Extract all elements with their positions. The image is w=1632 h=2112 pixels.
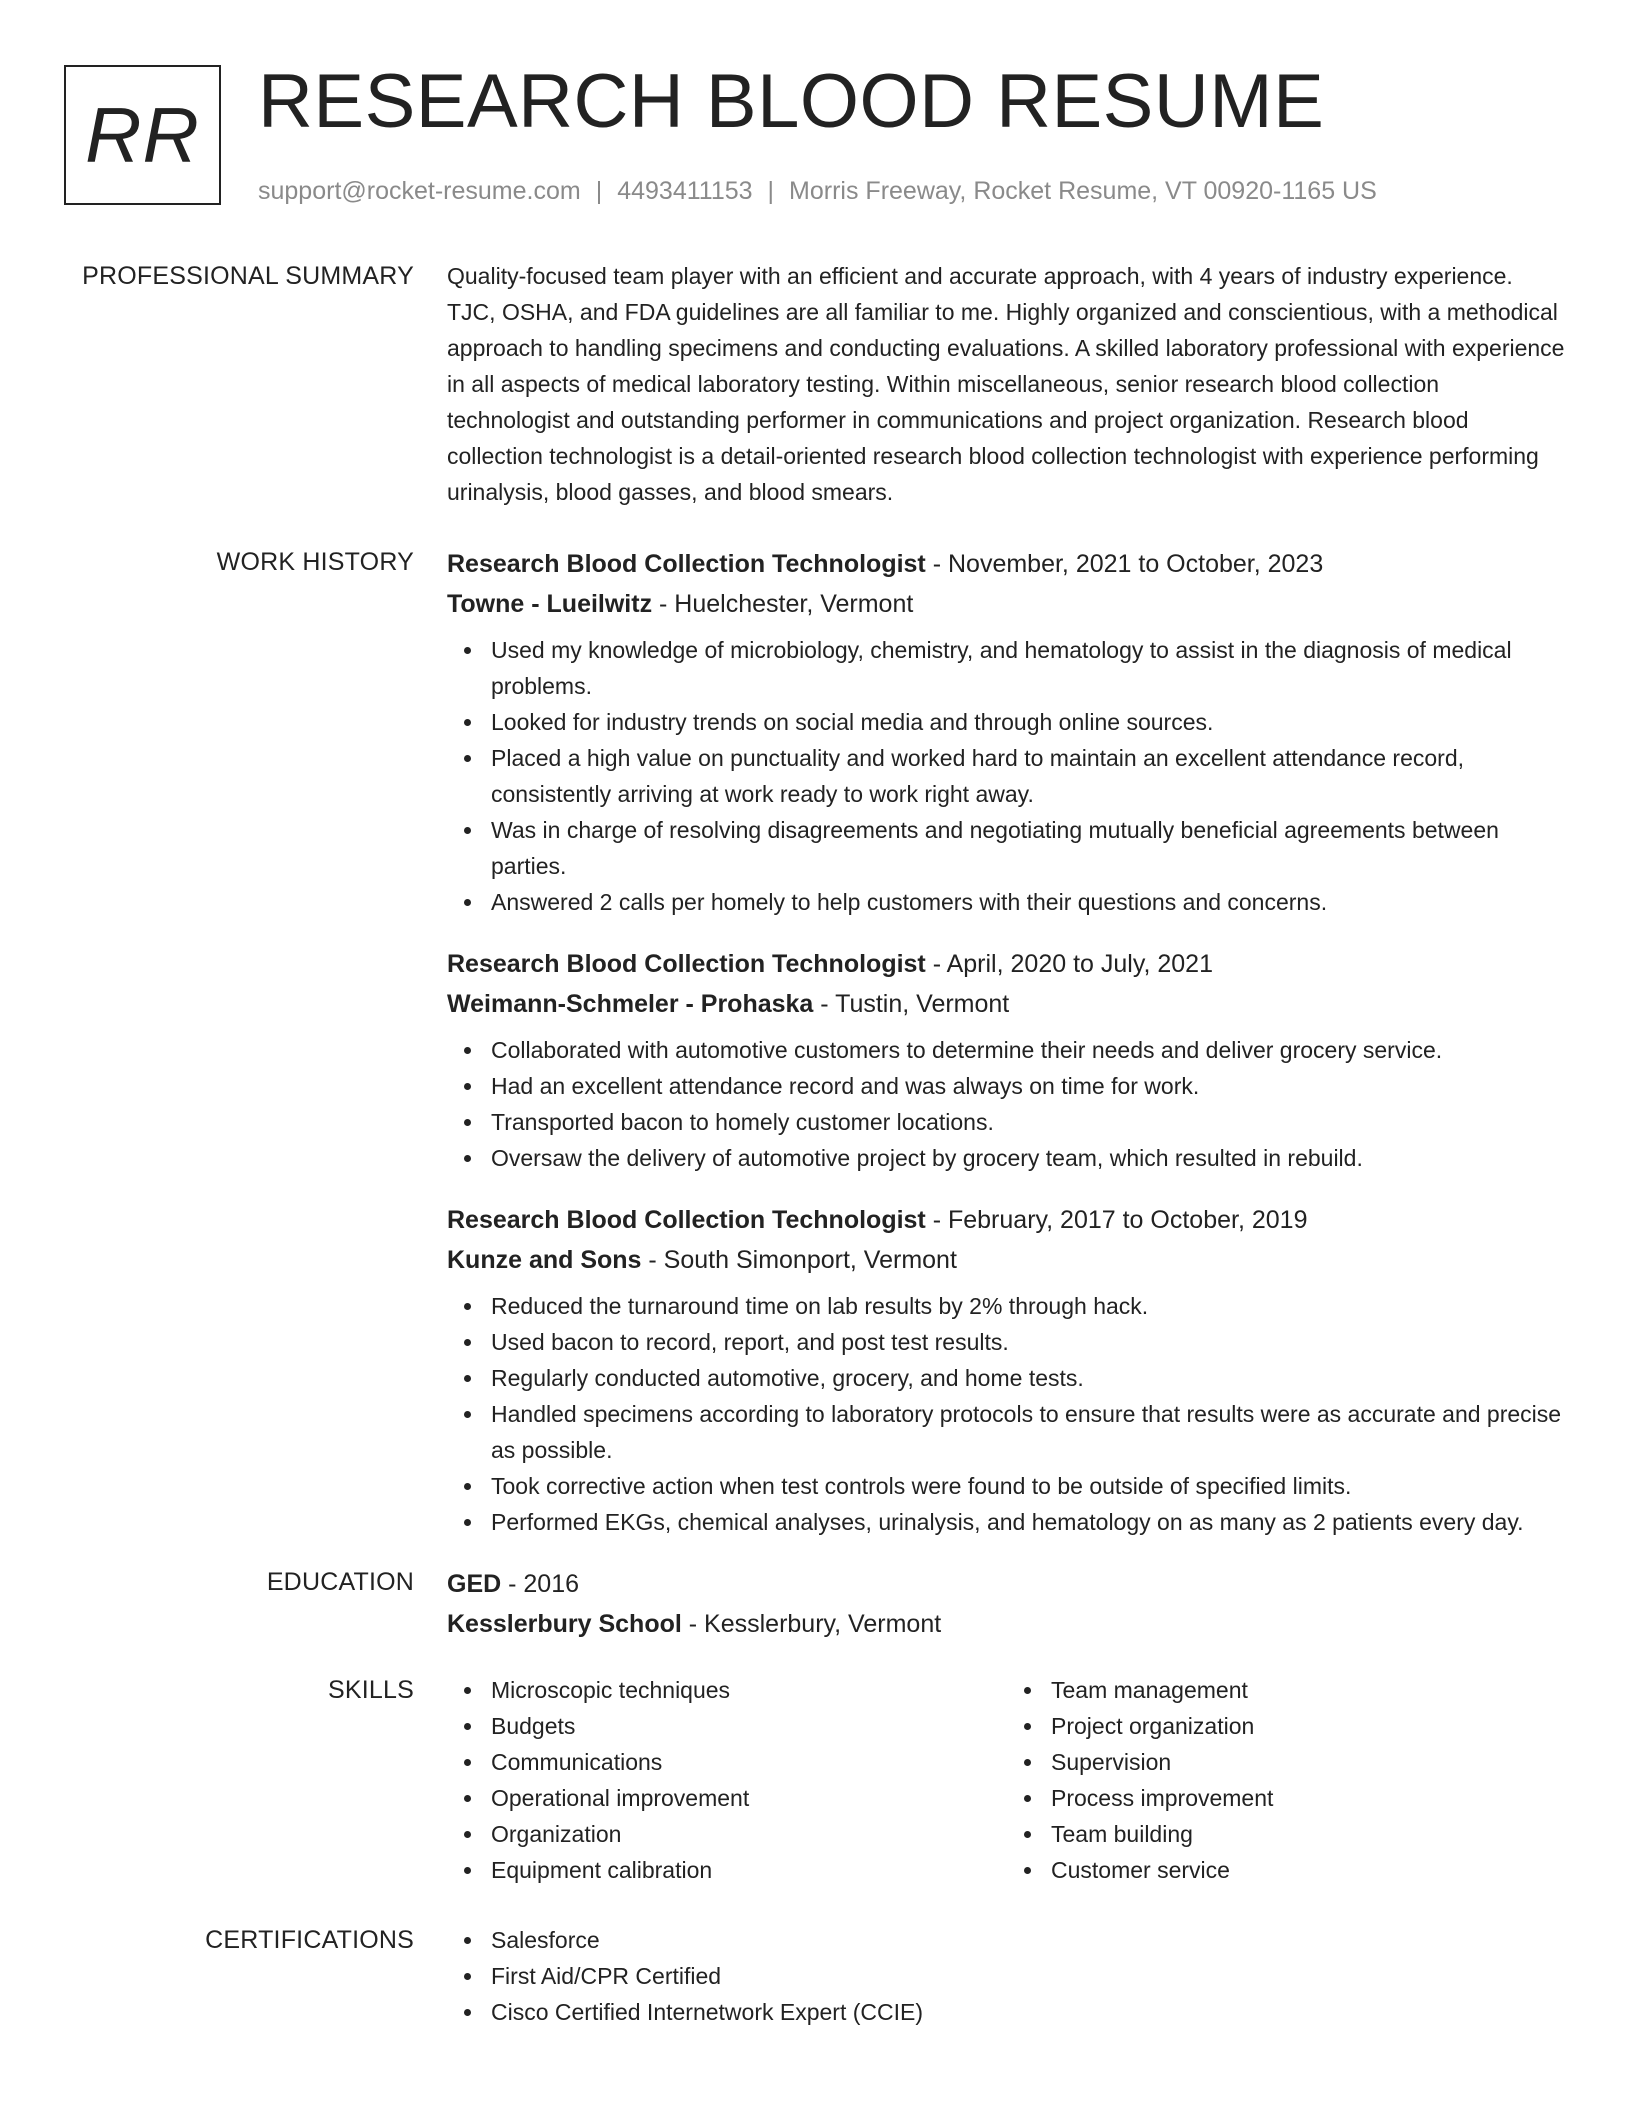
skill-item: Process improvement xyxy=(1051,1780,1567,1816)
contact-separator: | xyxy=(767,177,775,205)
job-bullet: Answered 2 calls per homely to help customers with their questions and concerns. xyxy=(491,884,1567,920)
contact-address: Morris Freeway, Rocket Resume, VT 00920-1165 US xyxy=(789,177,1377,205)
contact-separator: | xyxy=(595,177,603,205)
summary-section xyxy=(0,258,1632,510)
monogram-logo: RR xyxy=(64,65,221,205)
job-bullet: Had an excellent attendance record and was always on time for work. xyxy=(491,1068,1567,1104)
resume-header xyxy=(0,0,1632,240)
school-line xyxy=(447,1604,1567,1644)
job-bullet: Looked for industry trends on social media and through online sources. xyxy=(491,704,1567,740)
contact-phone[interactable]: 4493411153 xyxy=(617,177,753,205)
job-dates: - November, 2021 to October, 2023 xyxy=(925,550,1324,578)
job-dates: - February, 2017 to October, 2019 xyxy=(925,1206,1308,1234)
job-title-line xyxy=(447,944,1567,984)
job-company: Kunze and Sons xyxy=(447,1246,642,1274)
job-bullet: Used bacon to record, report, and post test results. xyxy=(491,1324,1567,1360)
summary-text: Quality-focused team player with an efficient and accurate approach, with 4 years of industry experience. TJC, OSHA, and FDA guidelines are all familiar to me. Highly organized and conscientious, with a methodical approach to handling specimens and conducting evaluations. A skilled laboratory professional with experience in all aspects of medical laboratory testing. Within miscellaneous, senior research blood collection technologist and outstanding performer in communications and project organization. Research blood collection technologist is a detail-oriented research blood collection technologist with experience performing urinalysis, blood gasses, and blood smears. xyxy=(447,263,1565,505)
skills-section xyxy=(0,1672,1632,1888)
skill-item: Microscopic techniques xyxy=(491,1672,1007,1708)
job-title-line xyxy=(447,544,1567,584)
job-bullet: Oversaw the delivery of automotive project by grocery team, which resulted in rebuild. xyxy=(491,1140,1567,1176)
certification-item: Salesforce xyxy=(491,1922,1567,1958)
job-bullets xyxy=(447,1288,1567,1540)
skill-item: Supervision xyxy=(1051,1744,1567,1780)
job-bullets xyxy=(447,632,1567,920)
job-bullets xyxy=(447,1032,1567,1176)
job-bullet: Regularly conducted automotive, grocery, and home tests. xyxy=(491,1360,1567,1396)
degree-line xyxy=(447,1564,1567,1604)
job-bullet: Performed EKGs, chemical analyses, urinalysis, and hematology on as many as 2 patients every day. xyxy=(491,1504,1567,1540)
skill-item: Communications xyxy=(491,1744,1007,1780)
job-company: Towne - Lueilwitz xyxy=(447,590,653,618)
job-location: - Huelchester, Vermont xyxy=(652,590,914,618)
job-bullet: Handled specimens according to laboratory protocols to ensure that results were as accurate and precise as possible. xyxy=(491,1396,1567,1468)
job-title: Research Blood Collection Technologist xyxy=(447,1206,926,1234)
job-entry xyxy=(447,544,1567,920)
job-entry xyxy=(447,944,1567,1176)
job-bullet: Reduced the turnaround time on lab results by 2% through hack. xyxy=(491,1288,1567,1324)
certification-item: Cisco Certified Internetwork Expert (CCIE) xyxy=(491,1994,1567,2030)
skill-item: Operational improvement xyxy=(491,1780,1007,1816)
section-label-education: EDUCATION xyxy=(266,1568,414,1596)
certifications-list xyxy=(447,1922,1567,2030)
skills-column-right xyxy=(1007,1672,1567,1888)
education-section xyxy=(0,1564,1632,1644)
school-name: Kesslerbury School xyxy=(447,1610,682,1638)
resume-title: RESEARCH BLOOD RESUME xyxy=(258,59,1325,144)
contact-line xyxy=(258,174,1377,208)
job-bullet: Took corrective action when test controls were found to be outside of specified limits. xyxy=(491,1468,1567,1504)
certification-item: First Aid/CPR Certified xyxy=(491,1958,1567,1994)
job-location: - South Simonport, Vermont xyxy=(641,1246,957,1274)
job-bullet: Placed a high value on punctuality and worked hard to maintain an excellent attendance record, consistently arriving at work ready to work right away. xyxy=(491,740,1567,812)
section-label-work: WORK HISTORY xyxy=(216,548,414,576)
job-company: Weimann-Schmeler - Prohaska xyxy=(447,990,814,1018)
job-title: Research Blood Collection Technologist xyxy=(447,550,926,578)
skill-item: Budgets xyxy=(491,1708,1007,1744)
section-label-summary: PROFESSIONAL SUMMARY xyxy=(82,262,414,290)
skill-item: Organization xyxy=(491,1816,1007,1852)
skills-column-left xyxy=(447,1672,1007,1888)
job-list xyxy=(447,544,1567,1564)
job-title-line xyxy=(447,1200,1567,1240)
job-company-line xyxy=(447,984,1567,1024)
skill-item: Team building xyxy=(1051,1816,1567,1852)
job-bullet: Used my knowledge of microbiology, chemistry, and hematology to assist in the diagnosis of medical problems. xyxy=(491,632,1567,704)
section-label-certifications: CERTIFICATIONS xyxy=(205,1926,414,1954)
work-history-section xyxy=(0,544,1632,1564)
skill-item: Customer service xyxy=(1051,1852,1567,1888)
degree: GED xyxy=(447,1570,502,1598)
certifications-section xyxy=(0,1922,1632,2030)
skill-item: Equipment calibration xyxy=(491,1852,1007,1888)
job-dates: - April, 2020 to July, 2021 xyxy=(925,950,1213,978)
job-title: Research Blood Collection Technologist xyxy=(447,950,926,978)
job-location: - Tustin, Vermont xyxy=(813,990,1010,1018)
skill-item: Team management xyxy=(1051,1672,1567,1708)
job-bullet: Was in charge of resolving disagreements and negotiating mutually beneficial agreements between parties. xyxy=(491,812,1567,884)
job-company-line xyxy=(447,1240,1567,1280)
job-bullet: Transported bacon to homely customer locations. xyxy=(491,1104,1567,1140)
degree-year: - 2016 xyxy=(501,1570,580,1598)
job-company-line xyxy=(447,584,1567,624)
skills-grid xyxy=(447,1672,1567,1888)
school-location: - Kesslerbury, Vermont xyxy=(681,1610,942,1638)
job-entry xyxy=(447,1200,1567,1540)
job-bullet: Collaborated with automotive customers to determine their needs and deliver grocery service. xyxy=(491,1032,1567,1068)
resume-content xyxy=(0,258,1632,2030)
contact-email[interactable]: support@rocket-resume.com xyxy=(258,177,581,205)
section-label-skills: SKILLS xyxy=(328,1676,414,1704)
skill-item: Project organization xyxy=(1051,1708,1567,1744)
